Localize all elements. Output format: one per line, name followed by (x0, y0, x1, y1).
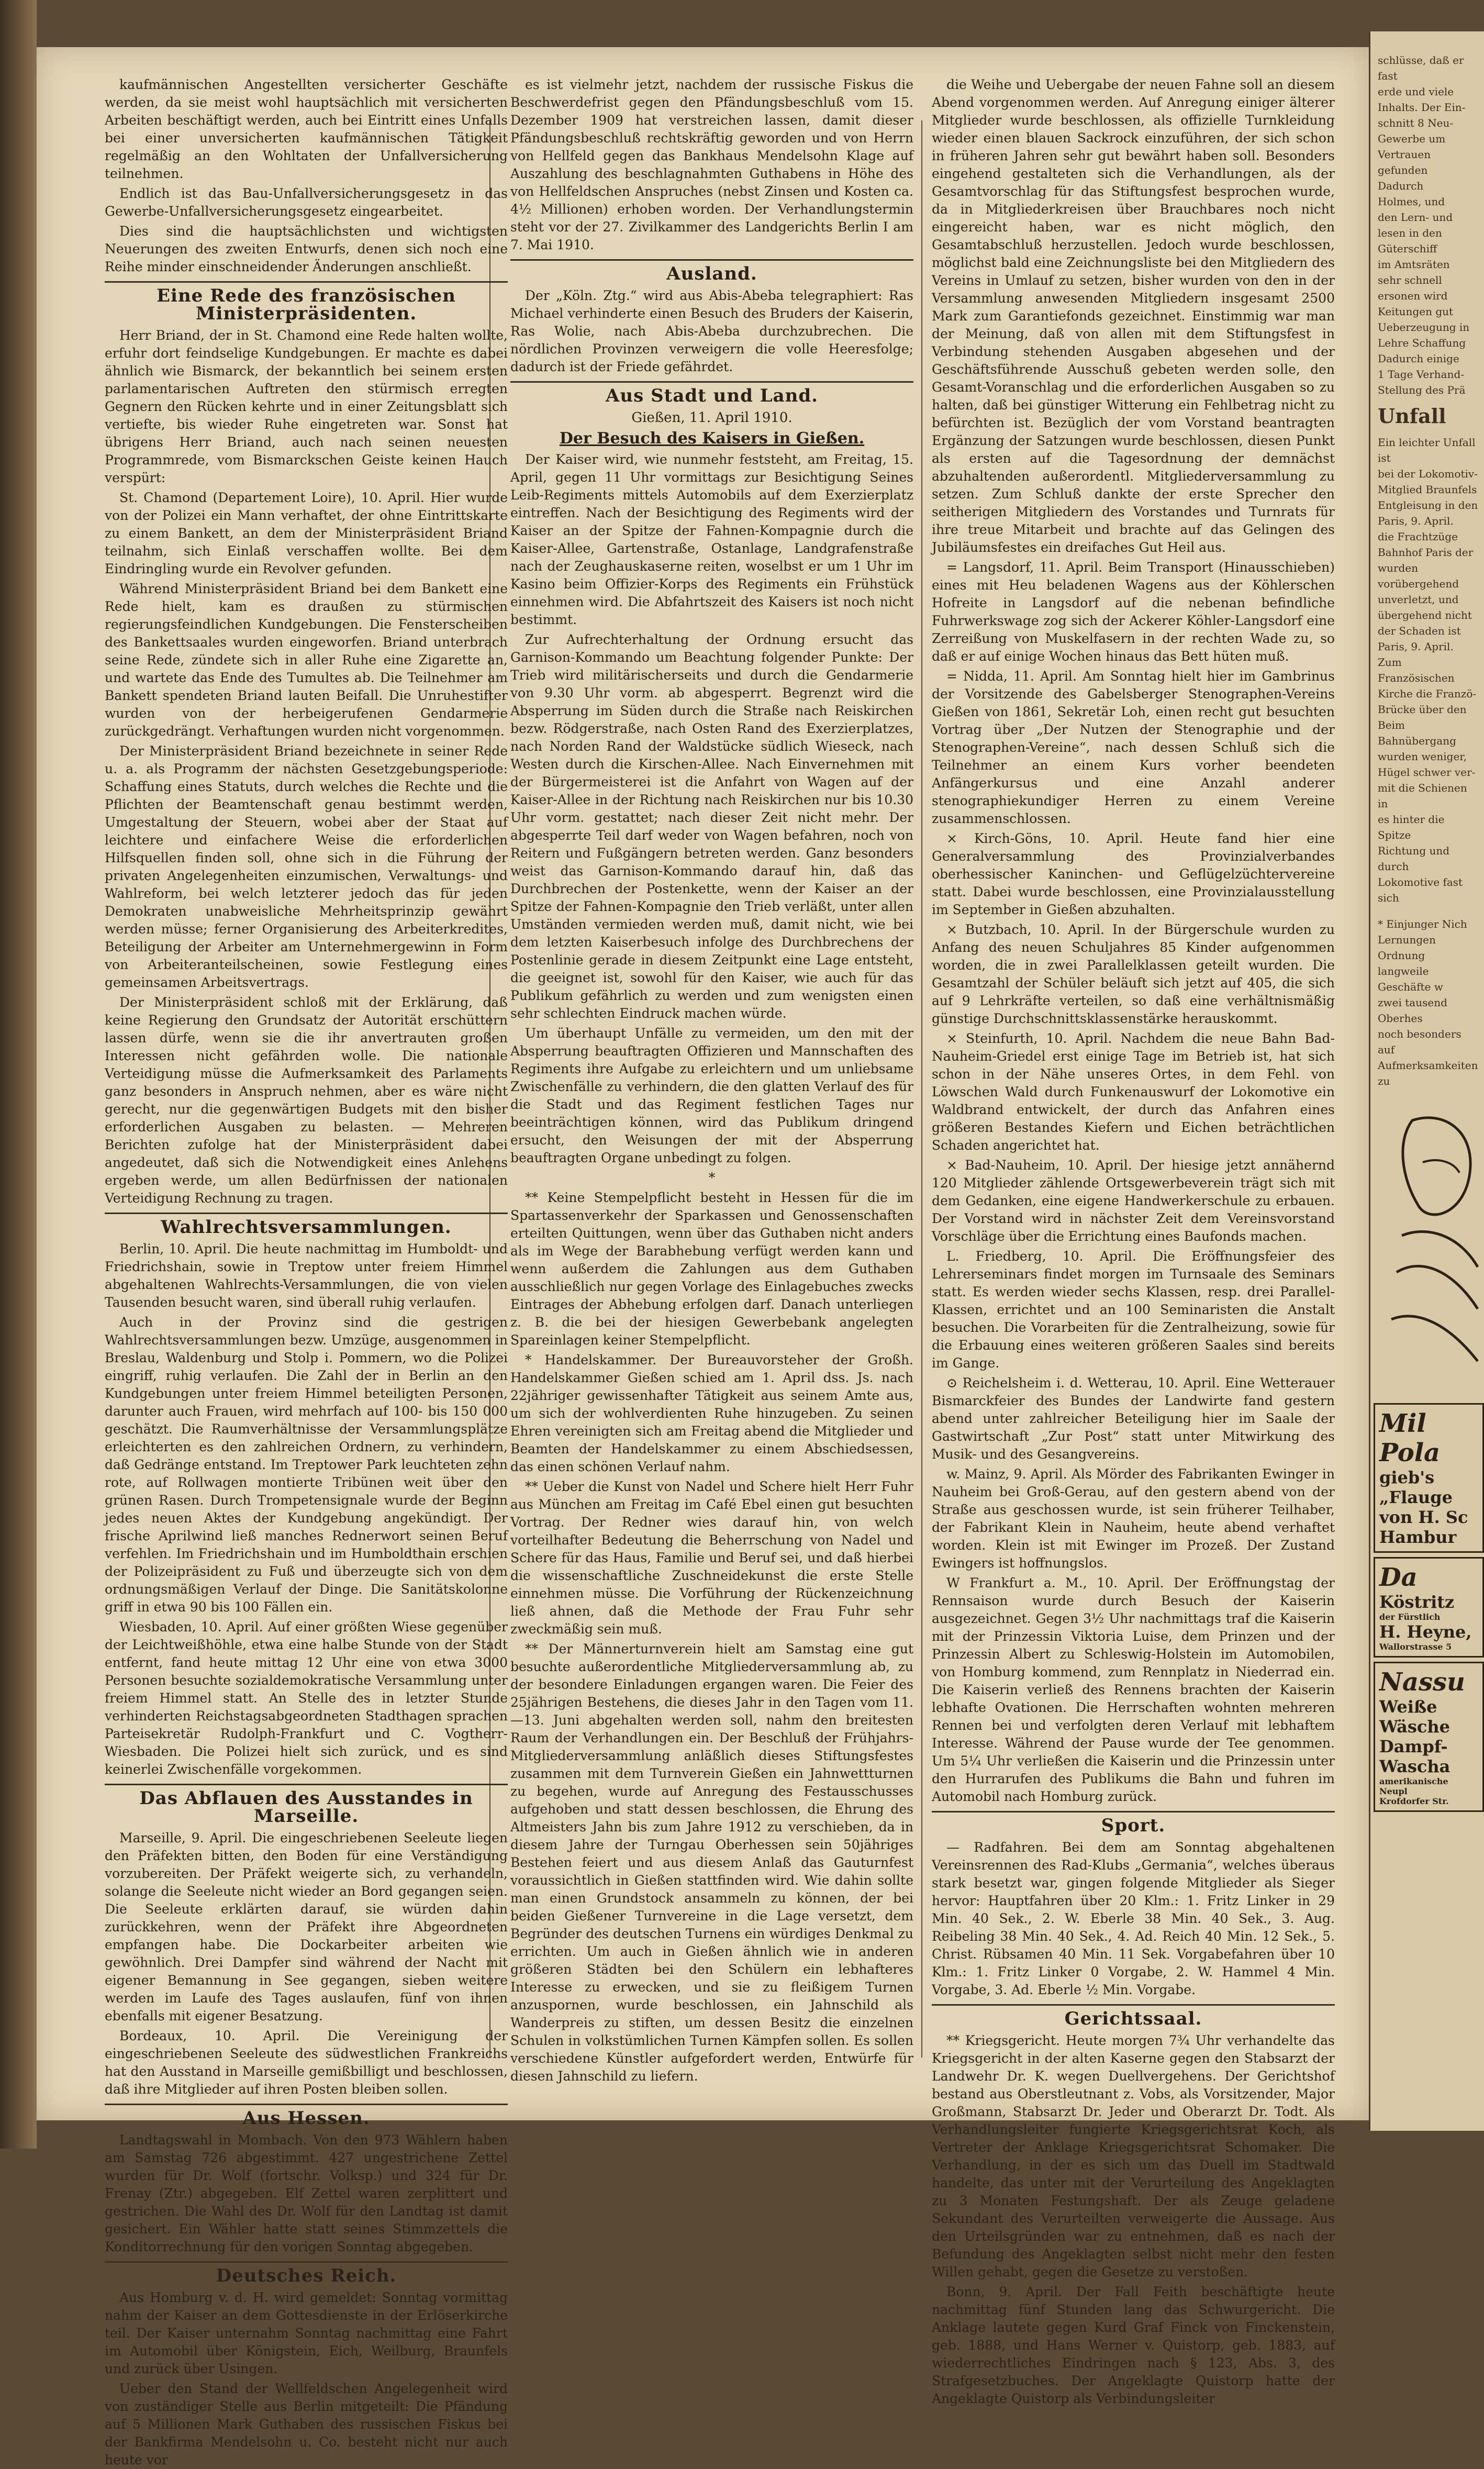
ad-text: Weiße Wäsche (1379, 1697, 1450, 1737)
book-spine-edge (0, 0, 37, 2149)
section-heading: Aus Stadt und Land. (510, 381, 913, 405)
paragraph: Der Ministerpräsident schloß mit der Erklärung, daß keine Regierung den Grundsatz der Autorität erschüttern lassen dürfe, wenn sie die ihr anvertrauten großen Interessen nicht gefährden wolle. Die nationale Verteidigung müsse die Aufmerksamkeit des Parlaments ganz besonders in Anspruch nehmen, aber es wäre nicht gerecht, nur die gegenwärtigen Budgets mit den bisher erforderlichen Ausgaben zu belasten. — Mehreren Berichten zufolge hat der Ministerpräsident dabei angedeutet, daß sich die Notwendigkeit eines Anlehens ergeben werde, um allen Bedürfnissen der nationalen Verteidigung Rechnung zu tragen. (105, 995, 508, 1206)
text-line: schlüsse, daß er fast (1378, 54, 1464, 82)
ad-text: Wallorstrasse 5 (1379, 1642, 1452, 1652)
text-line: Keitungen gut (1378, 305, 1454, 318)
text-line: übergehend nicht (1378, 609, 1472, 621)
paragraph: × Butzbach, 10. April. In der Bürgerschule wurden zu Anfang des neuen Schuljahres 85 Kinder aufgenommen worden, die in zwei Parallelklassen geteilt wurden. Die Gesamtzahl der Schüler beläuft sich jetzt auf 405, die sich auf 9 Lehrkräfte verteilen, so daß eine verhältnismäßig günstige Durchschnittsklassenstärke herauskommt. (932, 922, 1335, 1026)
text-line: zwei tausend Oberhes (1378, 996, 1447, 1025)
text-line: Inhalts. Der Ein- (1378, 101, 1466, 114)
adjacent-page-text (1370, 31, 1484, 1089)
text-line: Stellung des Prä (1378, 384, 1466, 396)
text-line: wurden vorübergehend (1378, 562, 1459, 590)
column-rule (921, 120, 922, 2058)
advertisement-koestritzer (1374, 1557, 1484, 1658)
ad-text: Mil (1379, 1409, 1426, 1438)
text-line: Beim Bahnübergang (1378, 719, 1456, 747)
section-heading: Eine Rede des französischen Ministerpräsidenten. (105, 281, 508, 322)
paragraph: ** Keine Stempelpflicht besteht in Hessen für die im Spartassenverkehr der Sparkassen und Genossenschaften erteilten Quittungen, wenn über das Guthaben nicht anders als im Wege der Barabhebung verfügt werden kann und wenn außerdem die Zahlungen aus dem Guthaben ausschließlich nur gegen Vorlage des Einlagebuches zwecks Eintrages der Abhebung erfolgen darf. Danach unterliegen z. B. die bei der hiesigen Gewerbebank angelegten Spareinlagen keiner Stempelpflicht. (510, 1190, 913, 1348)
paragraph: * Handelskammer. Der Bureauvorsteher der Großh. Handelskammer Gießen schied am 1. April dss. Js. nach 22jähriger gewissenhafter Tätigkeit aus seinem Amte aus, um sich der wohlverdienten Ruhe hinzugeben. Zu seinen Ehren vereinigten sich am Freitag abend die Mitglieder und Beamten der Handelskammer zu einem Abschiedsessen, das einen schönen Verlauf nahm. (510, 1352, 913, 1474)
text-line: Dadurch (1378, 180, 1424, 192)
separator-star: * (708, 1170, 716, 1185)
ad-text: Pola (1379, 1438, 1441, 1467)
text-line: langweile Geschäfte w (1378, 965, 1443, 993)
paragraph: Endlich ist das Bau-Unfallversicherungsgesetz in das Gewerbe-Unfallversicherungsgesetz eingearbeitet. (105, 186, 508, 219)
paragraph: es ist vielmehr jetzt, nachdem der russische Fiskus die Beschwerdefrist gegen den Pfändungsbeschluß vom 15. Dezember 1909 hat verstreichen lassen, damit dieser Pfändungsbeschluß rechtskräftig geworden und von Herrn von Hellfeld gegen das Bankhaus Mendelsohn Klage auf Auszahlung des beschlagnahmten Guthabens in Höhe des von Hellfeldschen Anspruches (nebst Zinsen und Kosten ca. 4½ Millionen) erhoben worden. Der Verhandlungstermin steht vor der 27. Zivilkammer des Landgerichts Berlin I am 7. Mai 1910. (510, 77, 913, 252)
paragraph: ⊙ Reichelsheim i. d. Wetterau, 10. April. Eine Wetterauer Bismarckfeier des Bundes der Landwirte fand gestern abend unter zahlreicher Beteiligung hier im Saale der Gastwirtschaft „Zur Post“ statt unter Mitwirkung des Musik- und des Gesangvereins. (932, 1375, 1335, 1462)
text-line: Gewerbe um (1378, 132, 1446, 145)
text-line: schnitt 8 Neu- (1378, 117, 1454, 129)
ad-text: H. Heyne, (1379, 1622, 1472, 1642)
paragraph: × Bad-Nauheim, 10. April. Der hiesige jetzt annähernd 120 Mitglieder zählende Ortsgewerbeverein trägt sich mit dem Gedanken, eine eigene Handwerkerschule zu erbauen. Der Vorstand wird in nächster Zeit dem Vereinsvorstand Vorschläge über die Errichtung eines Baufonds machen. (932, 1158, 1335, 1244)
ad-text: Da (1379, 1563, 1418, 1592)
paragraph: Aus Homburg v. d. H. wird gemeldet: Sonntag vormittag nahm der Kaiser an dem Gottesdienste in der Erlöserkirche teil. Der Kaiser unternahm Sonntag nachmittag eine Fahrt im Automobil über Königstein, Eich, Weilburg, Braunfels und zurück über Usingen. (105, 2290, 508, 2376)
ad-text: „Flauge (1379, 1487, 1453, 1507)
ad-text: gieb's (1379, 1467, 1435, 1487)
text-line: bei der Lokomotiv- (1378, 468, 1478, 480)
paragraph: Berlin, 10. April. Die heute nachmittag im Humboldt- und Friedrichshain, sowie in Treptow unter freiem Himmel abgehaltenen Wahlrechts-Versammlungen, die von vielen Tausenden besucht waren, sind überall ruhig verlaufen. (105, 1241, 508, 1310)
paragraph: Landtagswahl in Mombach. Von den 973 Wählern haben am Samstag 726 abgestimmt. 427 ungestrichene Zettel wurden für Dr. Wolf (fortschr. Volksp.) und 324 für Dr. Frenay (Ztr.) abgegeben. Elf Zettel waren zerplittert und gestrichen. Die Wahl des Dr. Wolf für den Landtag ist damit gesichert. Ein Wähler hatte statt seines Stimmzettels die Konditorrechnung für den vorigen Sonntag abgegeben. (105, 2132, 508, 2254)
column-1 (105, 76, 508, 2467)
paragraph: Bonn, 9. April. Der Fall Feith beschäftigte heute nachmittag fünf Stunden lang das Schwurgericht. Die Anklage lautete gegen Kurd Graf Finck von Finckenstein, geb. 1888, und Hans Werner v. Quistorp, geb. 1883, auf wiederrechtliches Eindringen nach § 123, Abs. 3, des Strafgesetzbuches. Der Angeklagte Quistorp hatte der Angeklagte Quistorp als Verbindungsleiter (932, 2284, 1335, 2406)
paragraph: — Radfahren. Bei dem am Sonntag abgehaltenen Vereinsrennen des Rad-Klubs „Germania“, welches überaus stark besetzt war, gingen folgende Mitglieder als Sieger hervor: Hauptfahren über 20 Klm.: 1. Fritz Linker in 29 Min. 40 Sek., 2. W. Eberle 38 Min. 40 Sek., 3. Aug. Reibeling 38 Min. 40 Sek., 4. Ad. Reich 40 Min. 12 Sek., 5. Christ. Rübsamen 40 Min. 11 Sek. Vorgabefahren über 10 Klm.: 1. Fritz Linker 0 Vorgabe, 2. W. Hammel 4 Min. Vorgabe, 3. Ad. Eberle ½ Min. Vorgabe. (932, 1840, 1335, 1997)
paragraph: Der Kaiser wird, wie nunmehr feststeht, am Freitag, 15. April, gegen 11 Uhr vormittags zur Besichtigung Seines Leib-Regiments mittels Automobils auf dem Exerzierplatz eintreffen. Nach der Besichtigung des Regiments wird der Kaiser an der Spitze der Fahnen-Kompagnie durch die Kaiser-Allee, Gartenstraße, Ostanlage, Landgrafenstraße nach der Zeughauskaserne reiten, woselbst er um 1 Uhr im Kasino beim Offizier-Korps des Regiments ein Frühstück einnehmen wird. Die Abfahrtszeit des Kaisers ist noch nicht bestimmt. (510, 452, 913, 627)
section-heading: Aus Hessen. (105, 2104, 508, 2127)
text-line: Hügel schwer ver- (1378, 766, 1476, 778)
adjacent-page-strip (1369, 31, 1484, 2131)
article-heading: Der Besuch des Kaisers in Gießen. (559, 429, 865, 448)
ad-text: Köstritz (1379, 1592, 1455, 1612)
text-line: die Frachtzüge (1378, 530, 1458, 543)
section-heading: Gerichtssaal. (932, 2004, 1335, 2028)
section-heading: Das Abflauen des Ausstandes in Marseille. (105, 1784, 508, 1825)
paragraph: ** Der Männerturnverein hielt am Samstag eine gut besuchte außerordentliche Mitgliederversammlung ab, zu der besondere Einladungen ergangen waren. Die Feier des 25jährigen Bestehens, die dieses Jahr in den Tagen vom 11.—13. Juni abgehalten werden soll, nahm den breitesten Raum der Verhandlungen ein. Der Beschluß der Frühjahrs-Mitgliederversammlung anläßlich dieses Stiftungsfestes zusammen mit dem Turnverein Gießen ein Jahnwettturnen zu begehen, wurde auf Anregung des Festausschusses aufgehoben und statt dessen beschlossen, die Ehrung des Altmeisters Jahn bis zum Jahre 1912 zu verschieben, da in diesem Jahre der Turngau Oberhessen sein 50jähriges Bestehen feiert und aus diesem Anlaß das Gauturnfest voraussichtlich in Gießen stattfinden wird. Wie dahin sollte man einen Grundstock ansammeln zu können, der bei beiden Gießener Turnvereine in die Lage versetzt, dem Begründer des deutschen Turnens ein würdiges Denkmal zu errichten. Um auch in Gießen ähnlich wie in anderen größeren Städten bei den Schülern ein lebhafteres Interesse zu erwecken, und sie zu fleißigem Turnen anzuspornen, wurde beschlossen, ein Jahnschild als Wanderpreis zu stiften, um dessen Besitz die einzelnen Schulen in volkstümlichen Turnen Kämpfen sollen. Es sollen verschiedene Künstler aufgefordert werden, Entwürfe für diesen Jahnschild zu liefern. (510, 1641, 913, 2084)
text-line: Dadurch einige (1378, 352, 1459, 365)
text-line: Vertrauen gefunden (1378, 148, 1431, 176)
text-line: ersonen wird (1378, 290, 1448, 302)
paragraph: St. Chamond (Departement Loire), 10. April. Hier wurde von der Polizei ein Mann verhaftet, der ohne Eintrittskarte zu einem Bankett, an dem der Ministerpräsident Briand teilnahm, sich Einlaß verschaffen wollte. Bei dem Eindringling wurde ein Revolver gefunden. (105, 490, 508, 576)
ad-text: Krofdorfer Str. (1379, 1796, 1449, 1806)
text-line: Lehre Schaffung (1378, 337, 1466, 349)
text-line: Güterschiff (1378, 242, 1437, 255)
paragraph: Wiesbaden, 10. April. Auf einer größten Wiese gegenüber der Leichtweißhöhle, etwa eine halbe Stunde von der Stadt entfernt, fand heute mittag 12 Uhr eine von etwa 3000 Personen besuchte sozialdemokratische Versammlung unter freiem Himmel statt. An Stelle des in letzter Stunde verhinderten Reichstagsabgeordneten Stadthagen sprachen Parteisekretär Rudolph-Frankfurt und C. Vogtherr-Wiesbaden. Die Polizei hielt sich zurück, und es sind keinerlei Zwischenfälle vorgekommen. (105, 1619, 508, 1777)
text-line: Ein leichter Unfall ist (1378, 436, 1476, 464)
ad-text: amerikanische Neupl (1379, 1776, 1448, 1796)
advertisement-nassau (1374, 1662, 1484, 1812)
paragraph: Während Ministerpräsident Briand bei dem Bankett eine Rede hielt, kam es draußen zu stürmischen regierungsfeindlichen Kundgebungen. Die Fensterscheiben des Bankettsaales wurden eingeworfen. Briand unterbrach seine Rede, zündete sich in aller Ruhe eine Zigarette an, und wartete das Ende des Tumultes ab. Die Teilnehmer am Bankett spendeten Briand lauten Beifall. Die Unruhestifter wurden von der herbeigerufenen Gendarmerie zurückgedrängt. Verhaftungen wurden nicht vorgenommen. (105, 581, 508, 739)
paragraph: Auch in der Provinz sind die gestrigen Wahlrechtsversammlungen bezw. Umzüge, ausgenommen in Breslau, Waldenburg und Stolp i. Pommern, wo die Polizei eingriff, ruhig verlaufen. Die Zahl der in Berlin an den Kundgebungen unter freiem Himmel beteiligten Personen, darunter auch Frauen, wird mehrfach auf 100- bis 150 000 geschätzt. Die Raumverhältnisse der Versammlungsplätze erleichterten es den zahlreichen Ordnern, zu verhindern, daß Gedränge entstand. Im Treptower Park leuchteten zehn rote, auf Rollwagen montierte Tribünen weit über den grünen Rasen. Durch Trompetensignale wurde der Beginn jedes neuen Aktes der Kundgebung angekündigt. Der frische Aprilwind ließ manches Rednerwort seinen Beruf verfehlen. Im Friedrichshain und im Humboldthain erschien der Polizeipräsident zu Fuß und überzeugte sich von dem ordnungsmäßigen Verlauf der Dinge. Die Sanitätskolonne griff in etwa 90 bis 100 Fällen ein. (105, 1315, 508, 1615)
text-line: Lokomotive fast sich (1378, 876, 1463, 904)
ad-text: Hambur (1379, 1527, 1457, 1547)
text-line: Kirche die Franzö- (1378, 687, 1477, 700)
paragraph: Ueber den Stand der Wellfeldschen Angelegenheit wird von zuständiger Stelle aus Berlin mitgeteilt: Die Pfändung auf 5 Millionen Mark Guthaben des russischen Fiskus bei der Bankfirma Mendelsohn u. Co. besteht nicht nur auch heute vor (105, 2381, 508, 2467)
text-line: 1 Tage Verhand- (1378, 368, 1465, 381)
paragraph: = Nidda, 11. April. Am Sonntag hielt hier im Gambrinus der Vorsitzende des Gabelsberger Stenographen-Vereins Gießen von 1861, Sekretär Loh, einen recht gut besuchten Vortrag über „Der Nutzen der Stenographie und der Stenographen-Vereine“, nach dessen Schluß sich die Teilnehmer an einem Kurs vorher beendeten Anfängerkursus und eine Anzahl anderer stenographiekundiger Herren zu einem Vereine zusammenschlossen. (932, 669, 1335, 826)
ad-text: Dampf-Wascha (1379, 1737, 1450, 1776)
text-line: Aufmerksamkeiten zu (1378, 1059, 1478, 1087)
column-2 (510, 76, 913, 2084)
text-line: im Amtsräten (1378, 258, 1450, 271)
text-line: Brücke über den (1378, 703, 1467, 716)
text-line: Bahnhof Paris der (1378, 546, 1474, 559)
section-heading: Wahlrechtsversammlungen. (105, 1213, 508, 1236)
text-line: Entgleisung in den (1378, 499, 1478, 511)
text-line: mit die Schienen in (1378, 782, 1467, 810)
text-line: Zum Französischen (1378, 656, 1455, 684)
paragraph: Um überhaupt Unfälle zu vermeiden, um den mit der Absperrung beauftragten Offizieren und Mannschaften des Regiments ihre Aufgabe zu erleichtern und um unliebsame Zwischenfälle zu verhindern, die den glatten Verlauf des für die Stadt und das Regiment festlichen Tages nur beeinträchtigen können, wird das Publikum dringend ersucht, den Weisungen der mit der Absperrung beauftragten Organe unbedingt zu folgen. (510, 1026, 913, 1165)
paragraph: W Frankfurt a. M., 10. April. Der Eröffnungstag der Rennsaison wurde durch Besuch der Kaiserin ausgezeichnet. Gegen 3½ Uhr nachmittags traf die Kaiserin mit der Prinzessin Viktoria Luise, dem Prinzen und der Prinzessin Albert zu Schleswig-Holstein im Automobilen, von Homburg kommend, zum Rennplatz in Niederrad ein. Die Kaiserin verließ des Rennens brachten der Kaiserin lebhafte Ovationen. Die Herrschaften wohnten mehreren Rennen bei und verfolgten deren Verlauf mit lebhaftem Interesse. Während der Pause wurde der Tee genommen. Um 5¼ Uhr verließen die Kaiserin und die Prinzessin unter den Hurrarufen des Publikums die Bahn und fuhren im Automobil nach Homburg zurück. (932, 1575, 1335, 1804)
paragraph: ** Kriegsgericht. Heute morgen 7¾ Uhr verhandelte das Kriegsgericht in der alten Kaserne gegen den Stabsarzt der Landwehr Dr. K. wegen Duellvergehens. Der Gerichtshof bestand aus Oberstleutnant z. Vobs, als Vorsitzender, Major Großmann, Stabsarzt Dr. Jeder und Oberarzt Dr. Todt. Als Verhandlungsleiter fungierte Kriegsgerichtsrat Koch, als Vertreter der Anklage Kriegsgerichtsrat Schomaker. Die Verhandlung, in der es sich um das Duell im Stadtwald handelte, das unter mit der Verurteilung des Angeklagten zu 3 Monaten Festungshaft. Der als Zeuge geladene Sekundant des Verurteilten verweigerte die Aussage. Aus den Urteilsgründen war zu entnehmen, daß es nach der Befundung des Angeklagten selbst nicht mehr den festen Willen gehabt, gegen die Gesetze zu verstoßen. (932, 2033, 1335, 2279)
advertisement-illustration (1381, 1099, 1480, 1393)
paragraph: = Langsdorf, 11. April. Beim Transport (Hinausschieben) eines mit Heu beladenen Wagens aus der Köhlerschen Hofreite in Langsdorf auf die nebenan befindliche Fuhrwerkswage zog sich der Ackerer Köhler-Langsdorf eine Zerreißung von Muskelfasern in der rechten Wade zu, so daß er auf einige Wochen hinaus das Bett hüten muß. (932, 560, 1335, 664)
paragraph: w. Mainz, 9. April. Als Mörder des Fabrikanten Ewinger in Nauheim bei Groß-Gerau, auf den gestern abend von der Straße aus geschossen wurde, ist sein früherer Teilhaber, der Fabrikant Klein in Nauheim, heute abend verhaftet worden. Klein ist mit Ewinger im Prozeß. Der Zustand Ewingers ist hoffnungslos. (932, 1466, 1335, 1571)
text-line: Ueberzeugung in (1378, 321, 1470, 333)
text-line: * Einjunger Nich (1378, 918, 1467, 930)
paragraph: Dies sind die hauptsächlichsten und wichtigsten Neuerungen des zweiten Entwurfs, denen sich noch eine Reihe minder einschneidender Änderungen anschließt. (105, 224, 508, 274)
paragraph: Bordeaux, 10. April. Die Vereinigung der eingeschriebenen Seeleute des südwestlichen Frankreichs hat den Ausstand in Marseille gemißbilligt und beschlossen, daß ihre Mitglieder auf ihren Posten bleiben sollen. (105, 2028, 508, 2097)
text-line: unverletzt, und (1378, 593, 1459, 606)
ad-text: der Fürstlich (1379, 1612, 1441, 1622)
paragraph: die Weihe und Uebergabe der neuen Fahne soll an diesem Abend vorgenommen werden. Auf Anregung einiger älterer Mitglieder wurde beschlossen, als offizielle Turnkleidung wieder einen blauen Sackrock einzuführen, der sich schon in früheren Jahren sehr gut bewährt haben soll. Besonders eingehend gestalteten sich die Verhandlungen, als der Gesamtvorschlag für das Stiftungsfest besprochen wurde, da in Mitgliederkreisen über Brauchbares noch nicht eingereicht haben, war es nicht möglich, den Gesamtabschluß herzustellen. Jedoch wurde beschlossen, möglichst bald eine Zeichnungsliste bei den Mitgliedern des Vereins in Umlauf zu setzen, bisher wurden von den in der Versammlung anwesenden Mitgliedern insgesamt 2500 Mark zum Garantiefonds gezeichnet. Einstimmig war man der Meinung, daß von allen mit dem Stiftungsfest in Verbindung stehenden Ausgaben abgesehen und der Geschäftsführende Ausschuß gebeten werden solle, den Gesamt-Voranschlag und die erforderlichen Ausgaben so zu halten, daß bei günstiger Witterung ein Fehlbetrag nicht zu befürchten ist. Bezüglich der vom Vorstand beantragten Ergänzung der Satzungen wurde beschlossen, diesen Punkt als ersten auf die Tagesordnung der demnächst abzuhaltenden außerordentl. Mitgliederversammlung zu setzen. Zum Schluß dankte der erste Sprecher den seitherigen Mitgliedern des Vorstandes und Turnrats für ihre treue Mitarbeit und brachte auf das Gelingen des Jubiläumsfestes ein dreifaches Gut Heil aus. (932, 77, 1335, 555)
text-line: wurden weniger, (1378, 750, 1467, 763)
dateline: Gießen, 11. April 1910. (631, 410, 793, 426)
text-line: es hinter die Spitze (1378, 813, 1445, 841)
text-line: Paris, 9. April. (1378, 640, 1454, 653)
paragraph: Herr Briand, der in St. Chamond eine Rede halten wollte, erfuhr dort feindselige Kundgebungen. Er machte es dabei ähnlich wie Bismarck, der bekanntlich bei seinem ersten parlamentarischen Auftreten den stürmisch erregten Gegnern den Rücken kehrte und in einer Zeitungsblatt sich vertiefte, bis wieder Ruhe eingetreten war. Sonst hat übrigens Herr Briand, auch nach seinen neuesten Programmrede, vom Bismarckschen Geiste keinen Hauch verspürt: (105, 328, 508, 485)
text-line: erde und viele (1378, 85, 1454, 98)
text-line: noch besonders auf (1378, 1028, 1461, 1056)
text-line: Holmes, und (1378, 195, 1445, 208)
text-line: sehr schnell (1378, 274, 1442, 286)
text-line: den Lern- und (1378, 211, 1453, 224)
paragraph: ** Ueber die Kunst von Nadel und Schere hielt Herr Fuhr aus München am Freitag im Café Ebel einen gut besuchten Vortrag. Der Redner wies darauf hin, von welch vorteilhafter Bedeutung die Beherrschung von Nadel und Schere für das Haus, Familie und Beruf sei, und daß hierbei die wissenschaftliche Zuschneidekunst die erste Stelle einnehmen müsse. Die Vorführung der Rückenzeichnung ließ ahnen, daß die Methode der Frau Fuhr sehr zweckmäßig sein muß. (510, 1479, 913, 1637)
paragraph: × Steinfurth, 10. April. Nachdem die neue Bahn Bad-Nauheim-Griedel erst einige Tage im Betrieb ist, hat sich schon in der Nähe unseres Ortes, in dem Fehl. von Löwschen Wald durch Funkenauswurf der Lokomotive ein Waldbrand entwickelt, der durch das Anfahren eines größeren Bestandes Kiefern und Eichen beträchtlichen Schaden angerichtet hat. (932, 1031, 1335, 1153)
text-line: Mitglied Braunfels (1378, 483, 1477, 496)
advertisement-polar (1374, 1403, 1484, 1553)
text-line: Richtung und durch (1378, 844, 1450, 873)
paragraph: Zur Aufrechterhaltung der Ordnung ersucht das Garnison-Kommando um Beachtung folgender Punkte: Der Trieb wird militärischerseits und durch die Gendarmerie von 9.30 Uhr vorm. ab abgesperrt. Begrenzt wird die Absperrung im Süden durch die Straße nach Reiskirchen bezw. Rödgerstraße, nach Osten Rand des Exerzierplatzes, nach Norden Rand der Waldstücke südlich Wieseck, nach Westen durch die Kirschen-Allee. Nach Einvernehmen mit der Bürgermeisterei ist die Anfahrt von Wagen auf der Kaiser-Allee in der Richtung nach Reiskirchen nur bis 10.30 Uhr vorm. gestattet; nach dieser Zeit nicht mehr. Der abgesperrte Teil darf weder von Wagen befahren, noch von Reitern und Fußgängern betreten werden. Ganz besonders weist das Garnison-Kommando darauf hin, daß das Durchbrechen der Postenkette, wenn der Kaiser an der Spitze der Fahnen-Kompagnie den Trieb verläßt, unter allen Umständen vermieden werden muß, damit nicht, wie bei dem letzten Kaiserbesuch infolge des Durchbrechens der Postenlinie gerade in diesem Zeitpunkt eine Lage entsteht, die geeignet ist, sowohl für den Kaiser, wie auch für das Publikum gefährlich zu werden und zum wenigsten einen sehr schlechten Eindruck machen würde. (510, 632, 913, 1021)
section-heading: Unfall (1378, 404, 1446, 428)
section-heading: Deutsches Reich. (105, 2261, 508, 2285)
text-line: Lernungen Ordnung (1378, 933, 1436, 962)
paragraph: × Kirch-Göns, 10. April. Heute fand hier eine Generalversammlung des Provinzialverbandes oberhessischer Kaninchen- und Geflügelzüchtervereine statt. Dabei wurde beschlossen, eine Provinzialausstellung im September in Gießen abzuhalten. (932, 831, 1335, 917)
paragraph: L. Friedberg, 10. April. Die Eröffnungsfeier des Lehrerseminars findet morgen im Turnsaale des Seminars statt. Es werden wieder sechs Klassen, resp. drei Parallel-Klassen, errichtet und an 100 Seminaristen die Anstalt besuchen. Die Vorarbeiten für die Zentralheizung, sowie für die Erbauung eines weiteren größeren Saales sind bereits im Gange. (932, 1249, 1335, 1371)
column-3 (932, 76, 1335, 2406)
text-line: lesen in den (1378, 227, 1442, 239)
section-heading: Ausland. (510, 259, 913, 283)
paragraph: Marseille, 9. April. Die eingeschriebenen Seeleute liegen den Präfekten bitten, den Boden für eine Verständigung vorzubereiten. Der Präfekt weigerte sich, zu verhandeln, solange die Seeleute nicht wieder an Bord gegangen seien. Die Seeleute erklärten darauf, sie würden dahin zurückkehren, wenn der Präfekt ihre Abgeordneten empfangen habe. Die Dockarbeiter arbeiten wie gewöhnlich. Drei Dampfer sind während der Nacht mit eigener Bemannung in See gegangen, sieben weitere werden im Laufe des Tages auslaufen, fünf von ihnen ebenfalls mit eigener Besatzung. (105, 1830, 508, 2023)
ad-text: von H. Sc (1379, 1507, 1468, 1527)
paragraph: Der „Köln. Ztg.“ wird aus Abis-Abeba telegraphiert: Ras Michael verhinderte einen Besuch des Bruders der Kaiserin, Ras Wolie, nach Abis-Abeba durchzubrechen. Die nördlichen Provinzen verweigern die volle Heeresfolge; dadurch ist der Friede gefährdet. (510, 288, 913, 374)
paragraph: kaufmännischen Angestellten versicherter Geschäfte werden, da sie meist wohl hauptsächlich mit versicherten Arbeiten beschäftigt werden, auch bei Eintritt eines Unfalls bei einer unversicherten kaufmännischen Tätigkeit regelmäßig an den Wohltaten der Unfallversicherung teilnehmen. (105, 77, 508, 181)
text-line: der Schaden ist (1378, 625, 1461, 637)
text-line: Paris, 9. April. (1378, 515, 1454, 527)
section-heading: Sport. (932, 1811, 1335, 1834)
ad-text: Nassu (1379, 1667, 1465, 1697)
paragraph: Der Ministerpräsident Briand bezeichnete in seiner Rede u. a. als Programm der nächsten Gesetzgebungsperiode: Schaffung eines Statuts, durch welches die Rechte und die Pflichten der Beamtenschaft genau bestimmt werden, Umgestaltung der Steuern, wobei aber der Staat auf leichtere und einfachere Weise die erforderlichen Hilfsquellen finden soll, ohne sich in die Führung der privaten Angelegenheiten einzumischen, Verwaltungs- und Wahlreform, bei welch letzterer jedoch das für jeden Demokraten unabweisliche Mehrheitsprinzip gewährt werden müsse; ferner Organisierung des Arbeiterkredites, Beteiligung der Arbeiter am Unternehmergewinn in Form von Arbeiteranteilscheinen, sowie Festlegung eines gemeinsamen Arbeitsvertrags. (105, 743, 508, 990)
